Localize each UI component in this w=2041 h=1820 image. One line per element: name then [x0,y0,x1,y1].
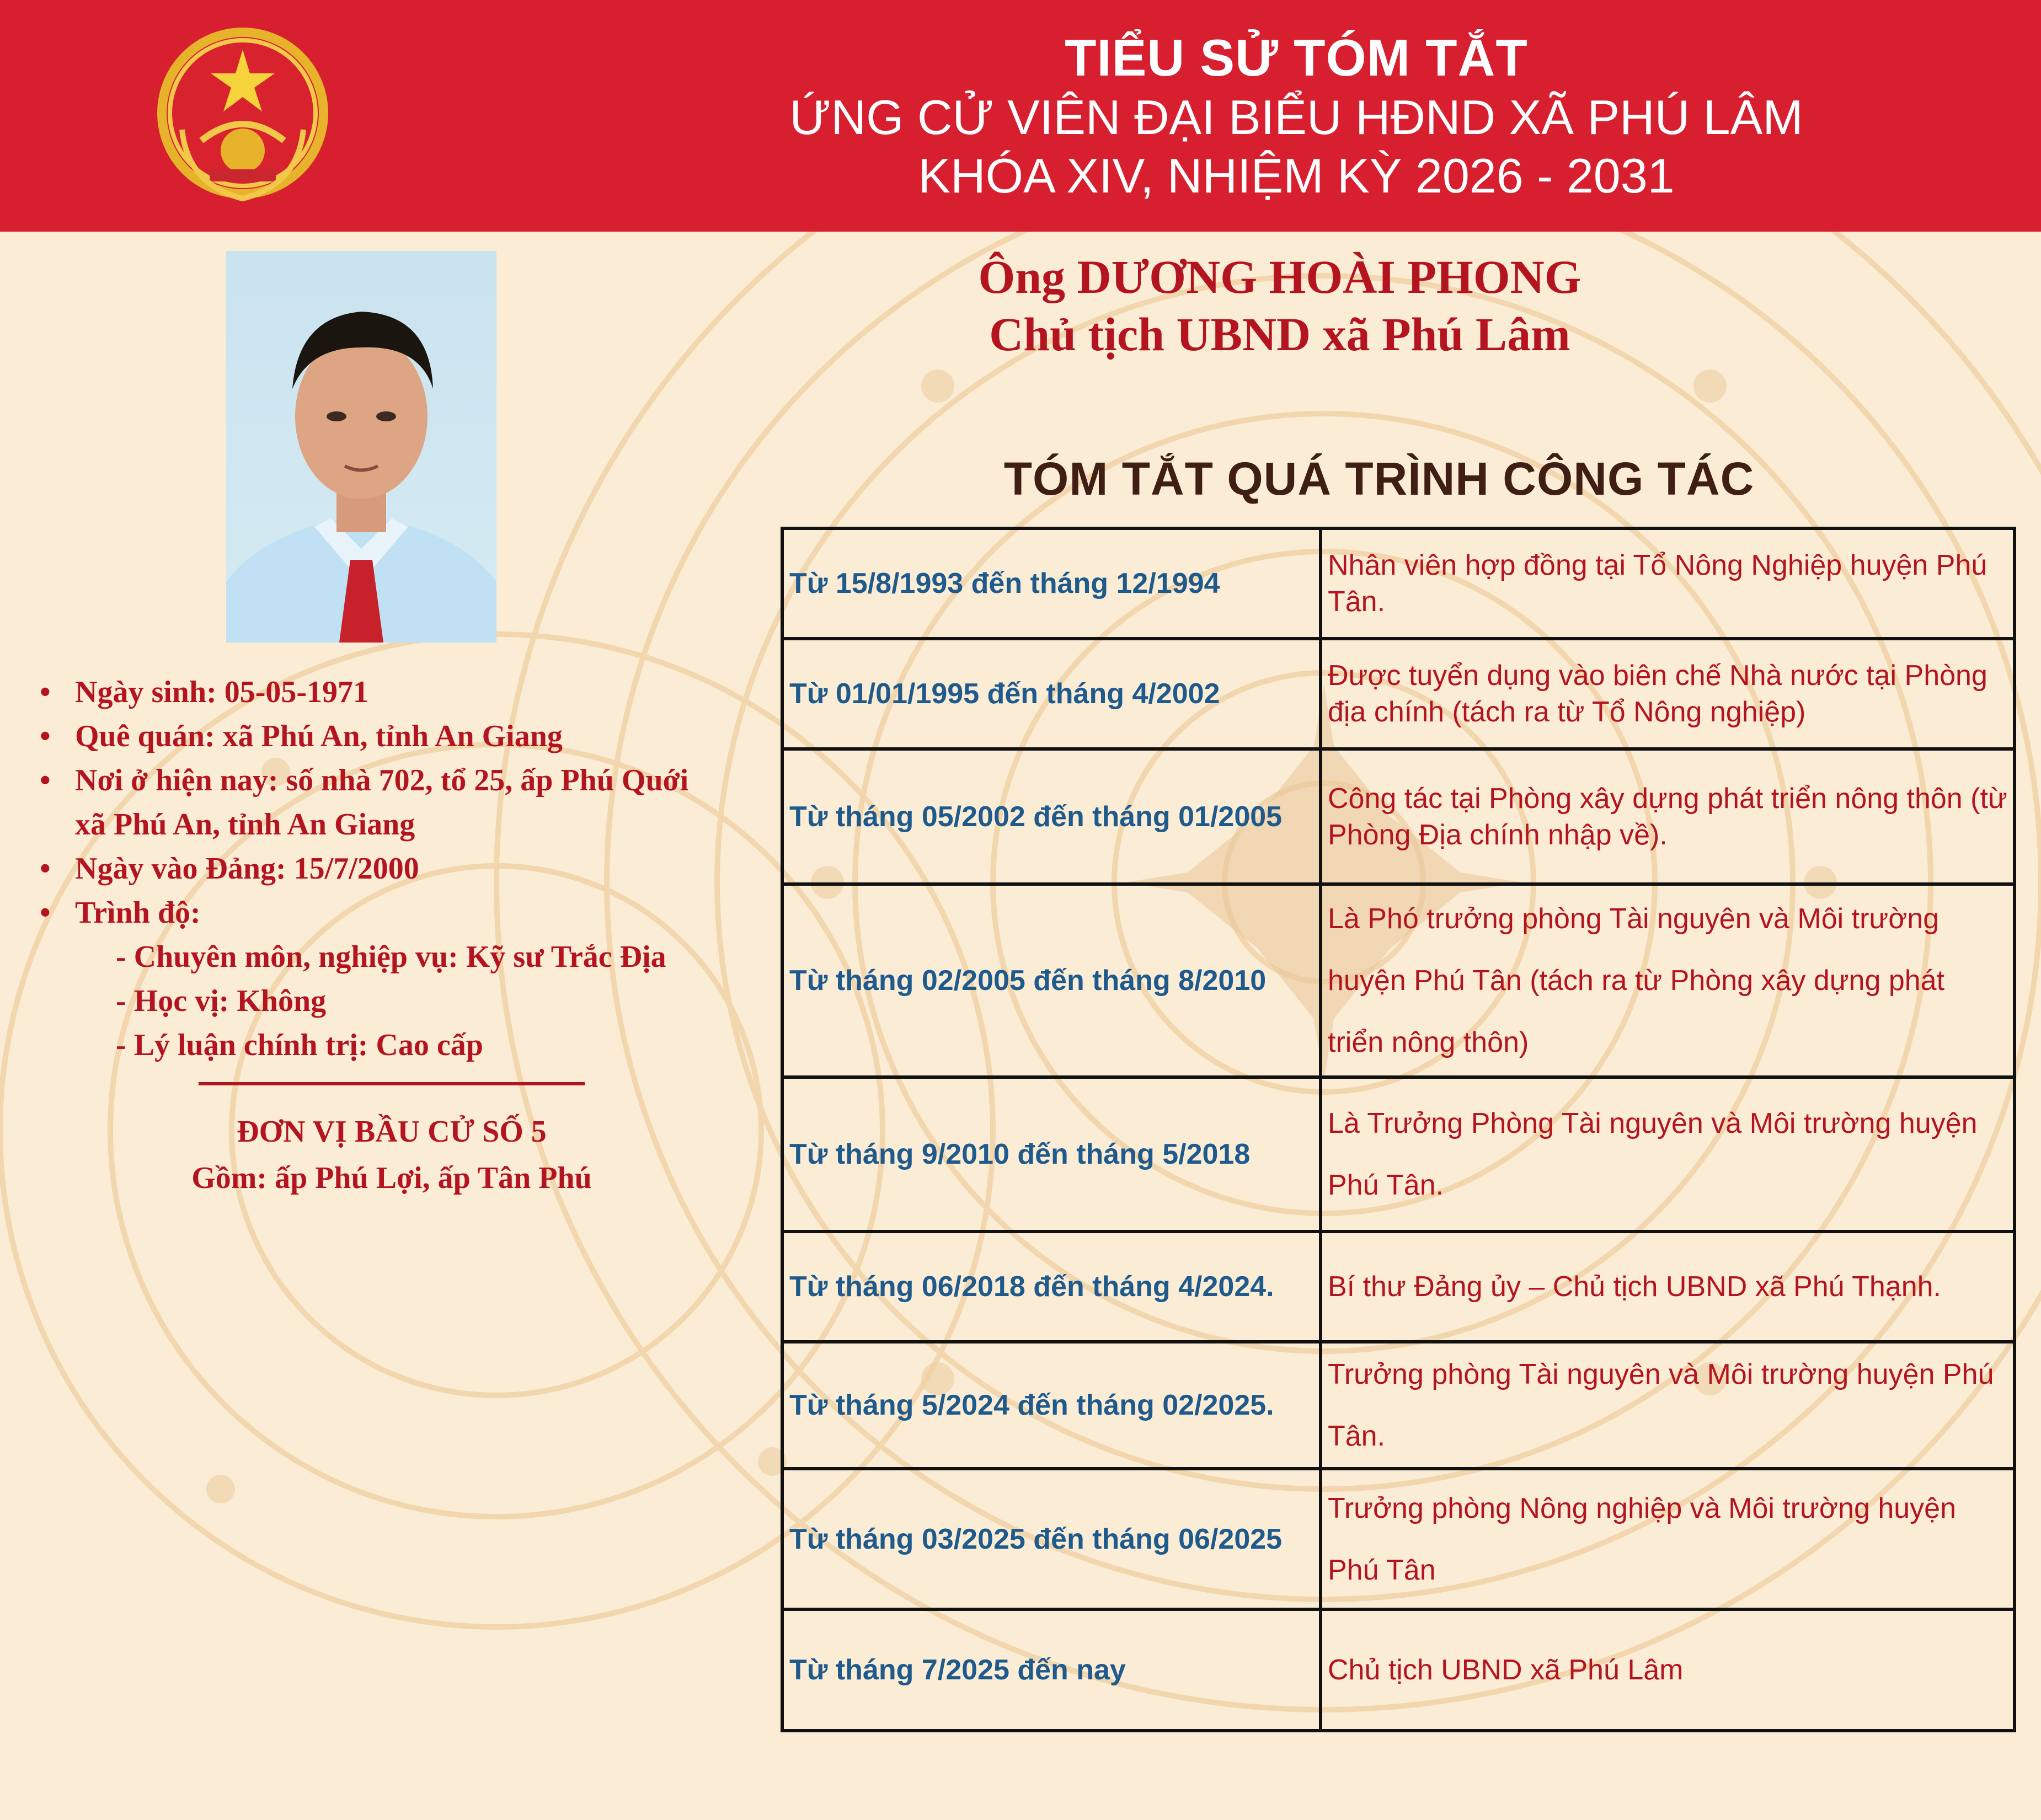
career-description: Chủ tịch UBND xã Phú Lâm [1321,1609,2015,1731]
career-description: Là Trưởng Phòng Tài nguyên và Môi trường huyện Phú Tân. [1321,1077,2015,1232]
table-row [782,528,2015,639]
list-item [33,891,750,935]
degree: - Học vị: Không [116,984,327,1018]
career-period: Từ tháng 03/2025 đến tháng 06/2025 [782,1469,1321,1609]
political-theory: - Lý luận chính trị: Cao cấp [116,1028,483,1062]
electoral-unit-areas: Gồm: ấp Phú Lợi, ấp Tân Phú [191,1161,592,1195]
bullet-icon: • [40,896,51,930]
table-row [782,749,2015,884]
table-row [782,639,2015,749]
table-row [782,1342,2015,1469]
career-period: Từ tháng 05/2002 đến tháng 01/2005 [782,749,1321,884]
specialty: - Chuyên môn, nghiệp vụ: Kỹ sư Trắc Địa [116,940,666,974]
divider [199,1082,585,1085]
table-row [782,1232,2015,1342]
personal-info [33,670,750,1067]
career-period: Từ tháng 02/2005 đến tháng 8/2010 [782,884,1321,1077]
page-subtitle-2: KHÓA XIV, NHIỆM KỲ 2026 - 2031 [918,148,1675,203]
career-period: Từ tháng 06/2018 đến tháng 4/2024. [782,1232,1321,1342]
career-period: Từ 01/01/1995 đến tháng 4/2002 [782,639,1321,749]
list-item [33,847,750,891]
career-table [781,527,2016,1732]
career-section-title: TÓM TẮT QUÁ TRÌNH CÔNG TÁC [1003,453,1755,505]
career-description: Bí thư Đảng ủy – Chủ tịch UBND xã Phú Thạnh. [1321,1232,2015,1342]
page-subtitle-1: ỨNG CỬ VIÊN ĐẠI BIỂU HĐND XÃ PHÚ LÂM [789,90,1803,144]
hometown: Quê quán: xã Phú An, tỉnh An Giang [75,719,563,753]
table-row [782,1469,2015,1609]
header-banner [0,0,2041,232]
residence: Nơi ở hiện nay: số nhà 702, tổ 25, ấp Phú Quới [75,763,689,797]
bullet-icon: • [40,675,51,709]
portrait-photo [226,251,496,643]
career-description: Công tác tại Phòng xây dựng phát triển nông thôn (từ Phòng Địa chính nhập về). [1321,749,2015,884]
table-row [782,884,2015,1077]
career-description: Nhân viên hợp đồng tại Tổ Nông Nghiệp huyện Phú Tân. [1321,528,2015,639]
career-description: Trưởng phòng Tài nguyên và Môi trường huyện Phú Tân. [1321,1342,2015,1469]
bullet-icon: • [40,763,51,797]
career-description: Là Phó trưởng phòng Tài nguyên và Môi trường huyện Phú Tân (tách ra từ Phòng xây dựng phát triển nông thôn) [1321,884,2015,1077]
career-period: Từ 15/8/1993 đến tháng 12/1994 [782,528,1321,639]
list-item [33,758,750,847]
career-description: Trưởng phòng Nông nghiệp và Môi trường huyện Phú Tân [1321,1469,2015,1609]
party-date: Ngày vào Đảng: 15/7/2000 [75,852,419,886]
career-period: Từ tháng 9/2010 đến tháng 5/2018 [782,1077,1321,1232]
electoral-unit [110,1109,673,1201]
career-period: Từ tháng 5/2024 đến tháng 02/2025. [782,1342,1321,1469]
bullet-icon: • [40,852,51,886]
page-title: TIỂU SỬ TÓM TẮT [1065,29,1528,87]
education-label: Trình độ: [75,896,201,930]
candidate-name: Ông DƯƠNG HOÀI PHONG [978,250,1581,303]
career-description: Được tuyển dụng vào biên chế Nhà nước tại Phòng địa chính (tách ra từ Tổ Nông nghiệp) [1321,639,2015,749]
table-row [782,1609,2015,1731]
list-item [33,670,750,714]
bullet-icon: • [40,719,51,753]
list-item [33,714,750,758]
candidate-position: Chủ tịch UBND xã Phú Lâm [989,308,1570,361]
table-row [782,1077,2015,1232]
electoral-unit-title: ĐƠN VỊ BẦU CỬ SỐ 5 [237,1115,547,1149]
residence-line-2: xã Phú An, tỉnh An Giang [75,807,415,842]
national-emblem-icon [149,25,336,207]
birth-date: Ngày sinh: 05-05-1971 [75,675,369,709]
career-period: Từ tháng 7/2025 đến nay [782,1609,1321,1731]
